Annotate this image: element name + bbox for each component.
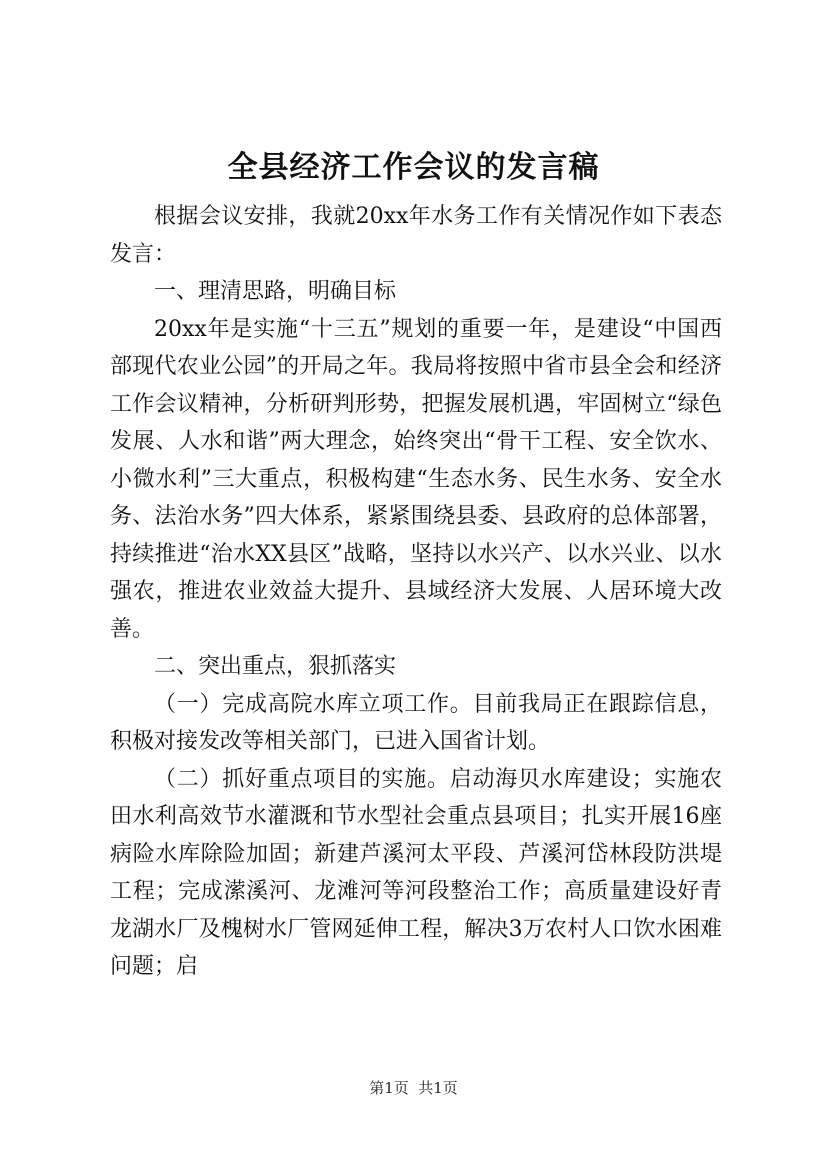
page-number-label: 第1页 共1页 <box>369 1079 458 1097</box>
section-heading-1: 一、理清思路，明确目标 <box>154 279 397 304</box>
item-1-paragraph: （一）完成高院水库立项工作。目前我局正在跟踪信息，积极对接发改等相关部门，已进入国省计划。 <box>110 691 722 754</box>
document-title: 全县经济工作会议的发言稿 <box>227 150 600 185</box>
section-1-paragraph: 20xx年是实施“十三五”规划的重要一年，是建设“中国西部现代农业公园”的开局之年。我局将按照中省市县全会和经济工作会议精神，分析研判形势，把握发展机遇，牢固树立“绿色发展、人水和谐”两大理念，始终突出“骨干工程、安全饮水、小微水利”三大重点，积极构建“生态水务、民生水务、安全水务、法治水务”四大体系，紧紧围绕县委、县政府的总体部署，持续推进“治水XX县区”战略，坚持以水兴产、以水兴业、以水强农，推进农业效益大提升、县域经济大发展、人居环境大改善。 <box>110 316 722 642</box>
item-2-paragraph: （二）抓好重点项目的实施。启动海贝水库建设；实施农田水利高效节水灌溉和节水型社会重点县项目；扎实开展16座病险水库除险加固；新建芦溪河太平段、芦溪河岱林段防洪堤工程；完成潆溪河、龙滩河等河段整治工作；高质量建设好青龙湖水厂及槐树水厂管网延伸工程，解决3万农村人口饮水困难问题；启 <box>110 766 722 979</box>
intro-paragraph: 根据会议安排，我就20xx年水务工作有关情况作如下表态发言： <box>110 204 722 267</box>
document-body <box>110 198 722 986</box>
section-heading-2: 二、突出重点，狠抓落实 <box>154 654 397 679</box>
page-footer <box>0 1076 827 1100</box>
